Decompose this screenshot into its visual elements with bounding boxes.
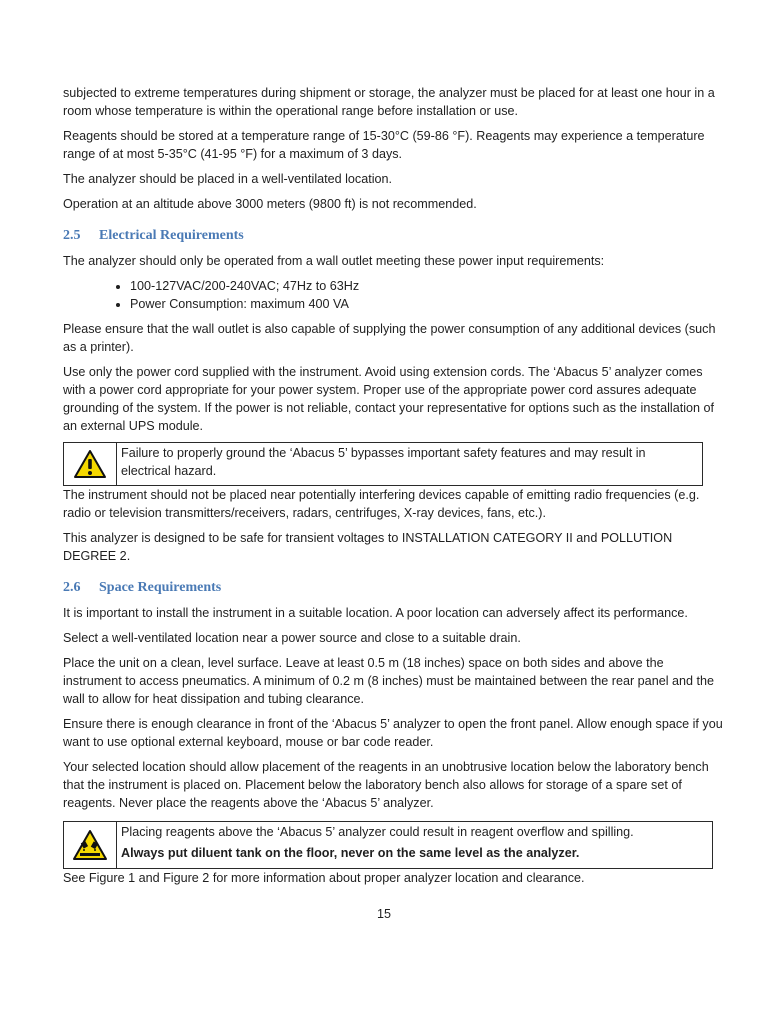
paragraph: The analyzer should be placed in a well-ventilated location. [63, 172, 393, 186]
paragraph: The analyzer should only be operated from a wall outlet meeting these power input requirements: [63, 254, 605, 268]
list-item: • 100-127VAC/200-240VAC; 47Hz to 63Hz [130, 277, 723, 295]
document-page [63, 84, 723, 894]
section-heading-electrical [63, 227, 723, 245]
section-number: 2.6 [63, 580, 81, 595]
caution-text: Placing reagents above the ‘Abacus 5’ analyzer could result in reagent overflow and spilling. [121, 825, 634, 839]
warning-text: Failure to properly ground the ‘Abacus 5’ bypasses important safety features and may result in electrical hazard. [121, 446, 646, 478]
paragraph: subjected to extreme temperatures during shipment or storage, the analyzer must be placed for at least one hour in a room whose temperature is within the operational range before installation or use. [63, 86, 715, 118]
corrosive-warning-icon [64, 822, 117, 868]
paragraph: Use only the power cord supplied with the instrument. Avoid using extension cords. The ‘Abacus 5’ analyzer comes with a power cord appropriate for your power system. Proper use of the appropriate power cord assures adequate grounding of the system. If the power is not reliable, contact your representative for options such as the installation of an external UPS module. [63, 365, 715, 433]
paragraph: Ensure there is enough clearance in front of the ‘Abacus 5’ analyzer to open the front panel. Allow enough space if you want to use optional external keyboard, mouse or bar code reader. [63, 717, 723, 749]
paragraph: Select a well-ventilated location near a power source and close to a suitable drain. [63, 631, 521, 645]
list-item: • Power Consumption: maximum 400 VA [130, 295, 723, 313]
paragraph: It is important to install the instrument in a suitable location. A poor location can adversely affect its performance. [63, 606, 688, 620]
section-heading-space [63, 579, 723, 597]
paragraph: The instrument should not be placed near potentially interfering devices capable of emitting radio frequencies (e.g. radio or television transmitters/receivers, radars, centrifuges, X-ray devices, fans, etc.). [63, 488, 700, 520]
paragraph: See Figure 1 and Figure 2 for more information about proper analyzer location and clearance. [63, 871, 585, 885]
paragraph: Please ensure that the wall outlet is also capable of supplying the power consumption of any additional devices (such as a printer). [63, 322, 716, 354]
section-title: Space Requirements [99, 580, 222, 595]
paragraph: This analyzer is designed to be safe for transient voltages to INSTALLATION CATEGORY II and POLLUTION DEGREE 2. [63, 531, 673, 563]
paragraph: Operation at an altitude above 3000 meters (9800 ft) is not recommended. [63, 197, 477, 211]
section-number: 2.5 [63, 228, 81, 243]
page-number: 15 [376, 907, 391, 921]
power-requirements-list [63, 277, 723, 313]
reagent-caution-box [63, 821, 713, 869]
caution-emphasis-text: Always put diluent tank on the floor, never on the same level as the analyzer. [121, 846, 580, 860]
paragraph: Place the unit on a clean, level surface. Leave at least 0.5 m (18 inches) space on both sides and above the instrument to access pneumatics. A minimum of 0.2 m (8 inches) must be maintained between the rear panel and the wall to allow for heat dissipation and tubing clearance. [63, 656, 715, 706]
electrical-warning-box [63, 442, 703, 486]
electrical-warning-icon [64, 443, 117, 485]
paragraph: Your selected location should allow placement of the reagents in an unobtrusive location below the laboratory bench that the instrument is placed on. Placement below the laboratory bench also allows for storage of a spare set of reagents. Never place the reagents above the ‘Abacus 5’ analyzer. [63, 760, 709, 810]
paragraph: Reagents should be stored at a temperature range of 15-30°C (59-86 °F). Reagents may experience a temperature range of at most 5-35°C (41-95 °F) for a maximum of 3 days. [63, 129, 705, 161]
section-title: Electrical Requirements [99, 228, 244, 243]
